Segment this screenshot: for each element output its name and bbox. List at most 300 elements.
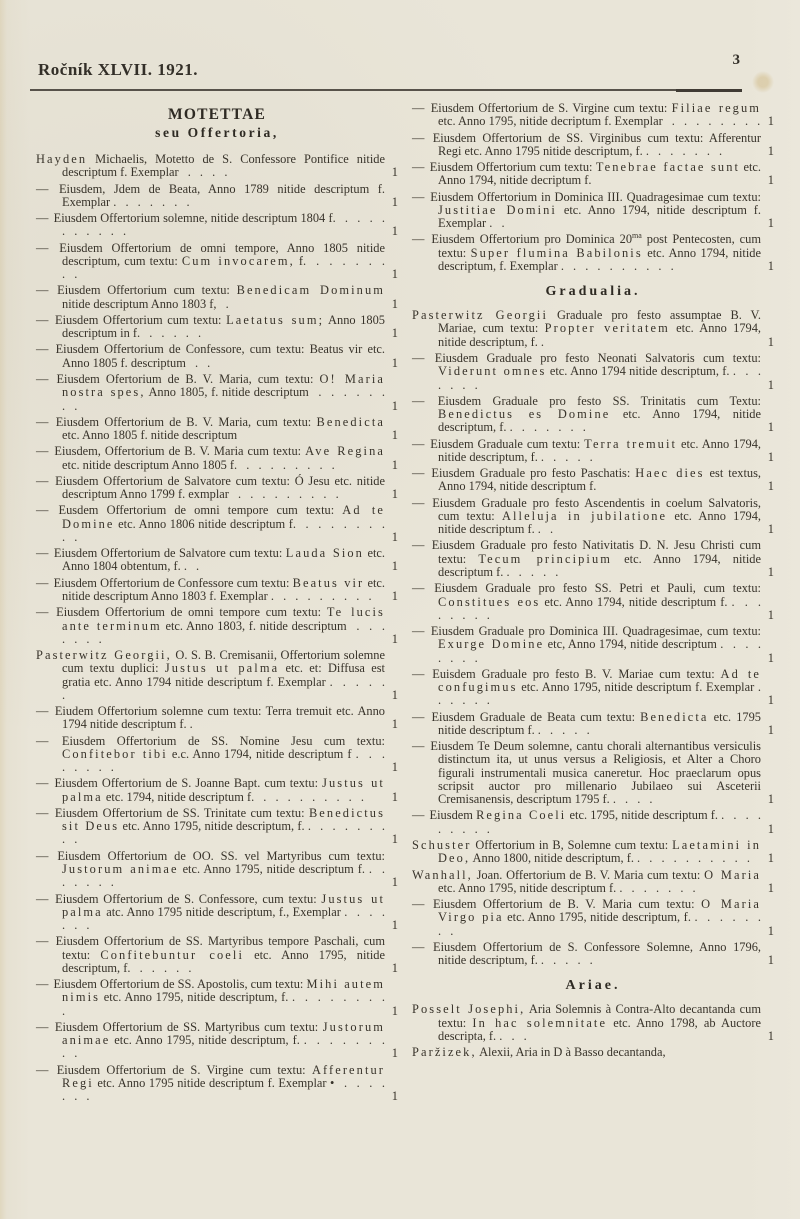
entry-text: Eiusdem Ofertorium de B. V. Maria, cum textu: — [56, 371, 320, 386]
entry-price: 1 — [767, 953, 774, 968]
left-column — [36, 102, 398, 1107]
entry-price: 1 — [391, 631, 398, 646]
catalog-entry — [36, 183, 398, 210]
leader-dots: . . . . . . — [62, 904, 385, 933]
entry-emphasized-text: Benedicam Dominum — [236, 283, 385, 298]
leader-dots: . . . . . — [62, 674, 386, 702]
entry-dash: — — [412, 808, 428, 823]
entry-dash: — — [412, 189, 429, 204]
entry-price: 1 — [767, 173, 774, 188]
entry-emphasized-text: Ad te confugimus — [438, 666, 761, 695]
entry-dash: — — [36, 240, 58, 255]
entry-text: etc. Anno 1798, ab Auctore descripta, f. . — [438, 1015, 761, 1043]
entry-text: Eiusdem — [429, 808, 477, 823]
entry-text: etc. Anno 1795, nitide descriptum, f. . — [110, 1033, 307, 1048]
entry-dash: — — [412, 666, 431, 681]
entry-text: etc. Anno 1794, nitide decriptum f. — [438, 160, 761, 188]
leader-dots: . — [492, 216, 505, 231]
entry-price: 1 — [767, 522, 774, 537]
leader-dots: . . . . . . . . — [237, 457, 335, 472]
entry-text: Eiusdem Offertorium de SS. Virginibus cum textu: Afferentur Regi etc. Anno 1795 nitide descriptum, f. . — [432, 130, 761, 158]
entry-dash: — — [36, 891, 54, 906]
entry-text: Eiusdem Offertorium de SS. Martyribus cum textu: — [54, 1019, 323, 1034]
entry-emphasized-text: Confitebor tibi — [62, 746, 168, 761]
leader-dots: . . . . . . . — [438, 637, 761, 665]
entry-text: Eiusdem Offertorium de S. Joanne Bapt. cum textu: — [54, 776, 323, 791]
leader-dots: . . . . — [540, 722, 590, 737]
entry-price: 1 — [767, 216, 774, 231]
leader-dots: . . . . . . . — [438, 594, 761, 622]
entry-text: Eiusdem Graduale pro festo Neonati Salvatoris cum textu: — [434, 350, 761, 365]
entry-price: 1 — [391, 1046, 398, 1061]
entry-text: etc. Anno 1795, nitide descriptum f. . — [438, 880, 623, 895]
columns — [0, 94, 800, 1107]
entry-price: 1 — [391, 398, 398, 413]
entry-dash: — — [412, 495, 431, 510]
entry-emphasized-text: Justitiae Domini — [438, 202, 557, 217]
entry-price: 1 — [391, 224, 398, 239]
entry-price: 1 — [767, 923, 774, 938]
section-heading: Gradualia. — [545, 284, 641, 300]
catalog-entry — [36, 504, 398, 544]
entry-text: Eiusdem Offertorium de Salvatore cum textu: — [53, 546, 286, 561]
leader-dots: . — [540, 522, 554, 537]
entry-emphasized-text: Pasterwitz Georgii — [412, 308, 549, 323]
entry-text: Eiusdem Graduale pro festo SS. Petri et Pauli, cum textu: — [434, 581, 761, 596]
entry-dash: — — [36, 776, 53, 791]
entry-text: Eiusdem Offertorium cum textu: — [57, 283, 237, 298]
page-header — [0, 0, 800, 94]
entry-text: etc. Anno 1806 nitide descriptum f. — [114, 516, 296, 531]
catalog-entry — [412, 161, 774, 188]
entry-text: etc. Anno 1804 obtentum, f. . — [62, 546, 385, 574]
entry-emphasized-text: Te lucis ante terminum — [62, 605, 385, 633]
entry-text: Eiusdem Offertorium de S. Confessore Solemne, Anno 1796, nitide descriptum, f. . — [433, 939, 761, 968]
catalog-entry — [412, 839, 774, 866]
entry-emphasized-text: Benedicta — [316, 414, 385, 429]
catalog-entry — [412, 941, 774, 968]
leader-dots: . . . . . . . . . — [228, 487, 339, 502]
entry-text: Eiusdem Graduale pro Dominica III. Quadragesimae, cum textu: — [430, 624, 761, 639]
catalog-entry — [36, 445, 398, 472]
column-title-line: MOTETTAE — [167, 106, 267, 123]
leader-dots: . — [186, 559, 200, 574]
entry-emphasized-text: Ave Regina — [305, 444, 385, 459]
entry-price: 1 — [391, 760, 398, 775]
leader-dots: . . . . — [178, 165, 228, 180]
catalog-entry — [412, 102, 774, 129]
catalog-entry — [412, 233, 774, 273]
entry-emphasized-text: Alleluja in jubilatione — [501, 508, 668, 523]
catalog-entry — [36, 850, 398, 890]
entry-dash: — — [36, 605, 55, 620]
entry-emphasized-text: O Maria Virgo pia — [438, 897, 761, 925]
entry-text: e.c. Anno 1794, nitide descriptum f . — [167, 746, 359, 761]
entry-price: 1 — [391, 875, 398, 890]
entry-text: Eiusdem Offertorium de SS. Apostolis, cum textu: — [53, 977, 307, 992]
catalog-entry — [412, 625, 774, 665]
entry-text: Eiudem Offertorium solemne cum textu: Terra tremuit etc. Anno 1794 nitide descriptum f. . — [54, 704, 385, 732]
entry-text: ma — [632, 231, 642, 241]
entry-text: Eiusdem Offertorium de SS. Martyribus tempore Paschali, cum textu: — [55, 934, 385, 962]
entry-price: 1 — [391, 559, 398, 574]
catalog-entry — [36, 893, 398, 933]
entry-text: etc. Anno 1794, nitide descriptum f. Exemplar . — [438, 202, 761, 231]
entry-price: 1 — [767, 258, 774, 273]
entry-text: Eiusdem Offertorium de SS. Trinitate cum textu: — [54, 805, 309, 820]
entry-text: est textus, Anno 1794, nitide descriptum f. — [438, 466, 761, 494]
entry-text: etc. Anno 1794, nitide descriptum, f. Exemplar . — [438, 245, 761, 273]
entry-emphasized-text: Terra tremuit — [584, 436, 678, 451]
leader-dots: . . . . . . . . . — [640, 851, 750, 866]
leader-dots: . . . . . . . — [62, 746, 385, 775]
entry-emphasized-text: Propter veritatem — [544, 321, 670, 336]
catalog-entry — [412, 191, 774, 231]
entry-price: 1 — [767, 650, 774, 665]
entry-text: Eiusdem Graduale pro festo Ascendentis in coelum Salvatoris, cum textu: — [432, 495, 761, 523]
entry-price: 1 — [767, 334, 774, 349]
entry-text: etc. nitide descriptum Anno 1803 f. Exemplar . — [62, 575, 385, 603]
leader-dots: . . — [502, 1028, 527, 1043]
entry-price: 1 — [767, 792, 774, 807]
catalog-entry — [36, 284, 398, 311]
leader-dots: . . . . . . . . — [62, 385, 386, 413]
entry-text: Eiusdem Offertorium de omni tempore cum textu: — [56, 605, 327, 620]
entry-text: f. — [294, 253, 307, 268]
entry-price: 1 — [391, 832, 398, 847]
entry-text: etc. Anno 1795, nitide descriptum, f. — [62, 947, 385, 975]
catalog-entry — [36, 153, 398, 180]
catalog-entry — [36, 777, 398, 804]
catalog-entry — [36, 606, 398, 646]
entry-price: 1 — [767, 479, 774, 494]
entry-text: atc. Anno 1795 nitide descriptum, f., Exemplar . — [102, 904, 348, 919]
entry-text: Eiusdem Offertorium de S. Virgine cum textu: — [56, 1062, 312, 1077]
entry-price: 1 — [767, 449, 774, 464]
leader-dots: . . . . . . . . — [62, 819, 386, 847]
entry-price: 1 — [391, 918, 398, 933]
entry-text: etc. Anno 1794, nitide descriptum, f. . — [438, 321, 762, 349]
entry-dash: — — [36, 283, 56, 298]
entry-dash: — — [36, 848, 56, 863]
entry-dash: — — [36, 1019, 53, 1034]
entry-text: etc. Anno 1795, nitide descriptum, f. . — [100, 990, 296, 1005]
entry-price: 1 — [391, 588, 398, 603]
entry-text: etc. Anno 1795, nitide descriptum f. . — [178, 862, 372, 877]
leader-dots: . . . . — [509, 564, 559, 579]
entry-dash: — — [36, 444, 53, 459]
entry-text: Anno 1800, nitide descriptum, f. . — [470, 851, 641, 866]
entry-dash: — — [412, 101, 429, 115]
entry-price: 1 — [767, 114, 774, 129]
entry-emphasized-text: Benedictus es Domine — [438, 407, 611, 422]
entry-text: Eusdem Offertorium de omni tempore cum textu: — [58, 503, 343, 518]
leader-dots: . . . . . — [140, 326, 202, 341]
entry-text: Eiusdem Offertorium de Confessore cum textu: — [53, 575, 293, 590]
leader-dots: . . . . . . — [648, 143, 723, 158]
entry-price: 1 — [767, 607, 774, 622]
entry-dash: — — [412, 709, 430, 724]
entry-dash: — — [36, 211, 52, 226]
entry-text: Eiusdem Offertorium de B. V. Maria, cum textu: — [55, 414, 317, 429]
entry-price: 1 — [391, 1089, 398, 1104]
entry-text: post Pentecosten, cum textu: — [438, 232, 761, 260]
catalog-entry — [36, 649, 398, 702]
entry-text: Eiusdem Offertorium de OO. SS. vel Martyribus cum textu: — [57, 848, 385, 863]
entry-emphasized-text: Posselt Josephi, — [412, 1002, 526, 1017]
entry-emphasized-text: Laetatus sum; — [226, 312, 325, 327]
leader-dots: . . . . — [544, 449, 593, 464]
entry-emphasized-text: Wanhall, — [412, 867, 473, 882]
catalog-entry — [412, 132, 774, 159]
entry-text: etc. Anno 1794, nitide descriptum f. . — [540, 594, 735, 609]
entry-dash: — — [412, 160, 428, 175]
catalog-entry — [36, 314, 398, 341]
leader-dots: . . . . . . . . — [662, 114, 761, 129]
leader-dots: . . . . . . . . — [62, 1033, 385, 1061]
entry-text: Eiusdem Offertorium de B. V. Maria cum textu: — [432, 897, 702, 912]
entry-emphasized-text: Justorum animae — [62, 862, 179, 877]
leader-dots: . . . . . — [438, 693, 490, 708]
page-number: 3 — [732, 52, 740, 68]
catalog-entry — [412, 711, 774, 738]
catalog-entry — [36, 242, 398, 282]
entry-dash: — — [412, 897, 431, 912]
leader-dots: . . . . . . — [62, 862, 385, 890]
entry-text: Eiusdem Offertorium cum textu: — [55, 312, 227, 327]
catalog-entry — [412, 740, 774, 806]
catalog-entry — [412, 438, 774, 465]
entry-text: Euisdem Graduale pro festo B. V. Mariae cum textu: — [432, 666, 721, 681]
entry-text: etc. Anno 1795, nitide decriptum f. Exemplar — [438, 114, 663, 129]
entry-emphasized-text: Tecum principium — [478, 551, 612, 566]
catalog-entry — [36, 705, 398, 732]
leader-dots: . . . . — [544, 953, 593, 968]
catalog-entry — [412, 809, 774, 836]
entry-price: 1 — [391, 529, 398, 544]
leader-dots: . . . . . . . . . — [254, 789, 364, 804]
catalog-entry — [412, 668, 774, 708]
entry-text: Eiusdem Offertorium de Confessore, cum textu: Beatus vir etc. Anno 1805 f. descriptum — [55, 342, 385, 370]
entry-price: 1 — [767, 693, 774, 708]
catalog-entry — [36, 1064, 398, 1104]
leader-dots: . . . . . — [130, 960, 192, 975]
leader-dots: . . . . . . . . . — [563, 258, 674, 273]
entry-text: etc. Anno 1794, nitide descriptum, f. . — [438, 407, 761, 435]
entry-emphasized-text: Justus ut palma — [164, 661, 280, 676]
entry-price: 1 — [767, 1028, 774, 1043]
entry-price: 1 — [767, 880, 774, 895]
entry-text: etc. Anno 1795, nitide descriptum, f. . — [503, 910, 698, 925]
entry-text: Eiusdem Offertorium cum textu: — [429, 160, 596, 175]
entry-price: 1 — [767, 143, 774, 158]
entry-text: etc. 1795, nitide descriptum f. . — [566, 808, 725, 823]
entry-emphasized-text: Pasterwitz Georgii, — [36, 648, 172, 663]
entry-price: 1 — [391, 326, 398, 341]
entry-text: Eiusdem Offertorium de Salvatore cum textu: Ó Jesu etc. nitide descriptum Anno 1799 f. exmplar — [55, 473, 385, 502]
entry-dash: — — [36, 1062, 55, 1077]
entry-dash: — — [36, 312, 54, 327]
entry-price: 1 — [391, 194, 398, 209]
entry-text: etc. 1794, nitide descriptum f. — [102, 789, 255, 804]
catalog-entry — [412, 1003, 774, 1043]
catalog-entry — [36, 978, 398, 1018]
entry-price: 1 — [391, 687, 398, 702]
entry-price: 1 — [391, 1003, 398, 1018]
entry-dash: — — [412, 130, 431, 145]
entry-dash: — — [412, 939, 432, 954]
entry-emphasized-text: Regina Coeli — [476, 808, 567, 823]
entry-text: Eiusdem Graduale pro festo Paschatis: — [431, 466, 636, 481]
catalog-entry — [36, 547, 398, 574]
entry-dash: — — [412, 350, 433, 365]
entry-dash: — — [36, 704, 53, 719]
leader-dots: . . . . . . . . — [62, 990, 385, 1018]
entry-dash: — — [36, 371, 55, 386]
leader-dots: . . . . . . — [438, 364, 761, 392]
entry-emphasized-text: In hac solemnitate — [472, 1015, 608, 1030]
entry-text: Alexii, Aria in D à Basso decantanda, — [476, 1045, 666, 1060]
leader-dots: . . . . . . — [622, 880, 696, 895]
entry-price: 1 — [391, 717, 398, 732]
entry-text: etc. Anno 1795, nitide descriptum f. Exemplar . — [517, 680, 761, 695]
entry-price: 1 — [767, 821, 774, 836]
entry-emphasized-text: Exurge Domine — [438, 637, 545, 652]
entry-emphasized-text: Confitebuntur coeli — [100, 947, 244, 962]
entry-emphasized-text: Super flumina Babilonis — [470, 245, 643, 260]
entry-text: etc. Anno 1795 nitide descriptum f. Exemplar • — [93, 1076, 335, 1090]
entry-dash: — — [412, 466, 430, 481]
catalog-entry — [412, 352, 774, 392]
catalog-entry — [36, 416, 398, 443]
entry-emphasized-text: O Maria — [704, 867, 761, 882]
entry-emphasized-text: Viderunt omnes — [438, 364, 547, 379]
entry-dash: — — [36, 414, 54, 429]
entry-dash: — — [412, 739, 429, 754]
entry-emphasized-text: Justus ut palma — [62, 891, 386, 919]
entry-text: Offertorium in B, Solemne cum textu: — [471, 838, 673, 853]
leader-dots: . . . — [615, 792, 653, 807]
entry-text: Eiusdem Offertorium pro Dominica 20 — [431, 232, 633, 247]
catalog-entry — [36, 343, 398, 370]
entry-dash: — — [36, 934, 54, 949]
volume-label: Ročník XLVII. 1921. — [38, 60, 199, 79]
entry-text: Eiusdem Graduale cum textu: — [430, 436, 585, 451]
catalog-entry — [412, 497, 774, 537]
entry-text: Eiusdem Offertorium de omni tempore, Anno 1805 nitide descriptum, cum textu: — [59, 240, 385, 268]
header-rule — [30, 89, 742, 91]
entry-text: Anno 1805 descriptum in f. — [62, 312, 385, 341]
entry-text: etc. Anno 1795, nitide descriptum, f. . — [119, 819, 311, 834]
leader-dots: . . . . . . . . — [62, 253, 386, 282]
leader-dots: . . . . . . . . — [273, 588, 372, 603]
entry-price: 1 — [391, 487, 398, 502]
entry-text: Eiusdem, Offertorium de B. V. Maria cum textu: — [54, 444, 306, 459]
entry-emphasized-text: Justorum animae — [62, 1019, 385, 1048]
leader-dots: . — [216, 296, 229, 311]
entry-price: 1 — [391, 457, 398, 472]
catalog-entry — [36, 735, 398, 775]
entry-dash: — — [412, 232, 430, 247]
entry-emphasized-text: Benedicta — [640, 709, 709, 724]
entry-price: 1 — [767, 851, 774, 866]
entry-text: Graduale pro festo assumptae B. V. Mariae, cum textu: — [438, 308, 762, 336]
entry-price: 1 — [391, 960, 398, 975]
entry-dash: — — [412, 624, 429, 639]
entry-text: Eiusdem Offertorium de SS. Nomine Jesu cum textu: — [61, 733, 385, 748]
entry-dash: — — [36, 503, 57, 518]
right-column — [412, 102, 774, 1107]
entry-text: etc. Anno 1794, nitide descriptum f. . — [438, 508, 762, 537]
entry-price: 1 — [391, 355, 398, 370]
leader-dots: . . . . . . . — [438, 910, 761, 938]
entry-price: 1 — [767, 722, 774, 737]
entry-dash: — — [36, 473, 54, 488]
entry-price: 1 — [767, 564, 774, 579]
entry-text: etc. Anno 1794 nitide descriptum, f. . — [546, 364, 737, 379]
catalog-entry — [36, 212, 398, 239]
catalog-entry — [412, 898, 774, 938]
entry-dash: — — [36, 342, 54, 357]
entry-emphasized-text: Paržizek, — [412, 1045, 477, 1060]
entry-text: etc. Anno 1803, f. nitide descriptum — [161, 618, 347, 633]
catalog-entry — [412, 395, 774, 435]
entry-emphasized-text: Hayden — [36, 152, 88, 166]
catalog-entry — [412, 1046, 774, 1059]
entry-text: nitide descriptum Anno 1803 f, — [62, 296, 217, 311]
entry-text: Aria Solemnis à Contra-Alto decantanda cum textu: — [438, 1002, 761, 1030]
leader-dots: . . . . . . — [116, 194, 190, 209]
section-heading: Ariae. — [565, 978, 621, 994]
entry-dash: — — [36, 733, 60, 748]
catalog-entry — [412, 539, 774, 579]
leader-dots: . . . . . . . . . . — [62, 211, 385, 239]
entry-emphasized-text: Tenebrae factae sunt — [595, 160, 741, 175]
entry-text: Eiusdem Offertorium de S. Confessore, cum textu: — [55, 891, 322, 906]
entry-text: Eiusdem Offertorium in Dominica III. Quadragesimae cum textu: — [430, 189, 761, 204]
entry-emphasized-text: Filiae regum — [671, 101, 762, 115]
entry-text: etc. 1795 nitide descriptum f. . — [438, 709, 761, 737]
entry-dash: — — [36, 181, 57, 196]
entry-emphasized-text: O! Maria nostra spes, — [62, 371, 385, 400]
catalog-entry — [36, 373, 398, 413]
catalog-entry — [412, 869, 774, 896]
catalog-entry — [36, 807, 398, 847]
entry-text: Eiusdem Graduale pro festo Nativitatis D. N. Jesu Christi cum textu: — [431, 538, 761, 566]
catalog-entry — [412, 309, 774, 349]
entry-emphasized-text: Schuster — [412, 838, 472, 853]
leader-dots: . . . . . . — [512, 420, 586, 435]
entry-dash: — — [412, 538, 430, 553]
entry-dash: — — [412, 436, 429, 451]
entry-text: etc. et: Diffusa est gratia etc. Anno 1794 nitide descriptum f. Exemplar . — [62, 661, 385, 689]
entry-dash: — — [36, 977, 52, 992]
entry-emphasized-text: Cum invocarem, — [181, 253, 295, 268]
catalog-entry — [412, 582, 774, 622]
entry-price: 1 — [767, 377, 774, 392]
entry-price: 1 — [391, 789, 398, 804]
leader-dots: . . — [185, 355, 211, 370]
entry-emphasized-text: Afferentur Regi — [62, 1062, 386, 1090]
entry-emphasized-text: Lauda Sion — [285, 546, 364, 561]
catalog-entry — [36, 935, 398, 975]
entry-text: O. S. B. Cremisanii, Offertorium solemne cum textu duplici: — [62, 648, 385, 676]
entry-text: Eiusdem, Jdem de Beata, Anno 1789 nitide descriptum f. Exemplar . — [58, 181, 385, 209]
entry-emphasized-text: Beatus vir — [292, 575, 365, 590]
entry-text: Eiusdem Offertorium solemne, nitide descriptum 1804 f. — [53, 211, 336, 226]
entry-text: Eiusdem Graduale de Beata cum textu: — [431, 709, 641, 724]
entry-emphasized-text: Justus ut palma — [62, 776, 385, 804]
